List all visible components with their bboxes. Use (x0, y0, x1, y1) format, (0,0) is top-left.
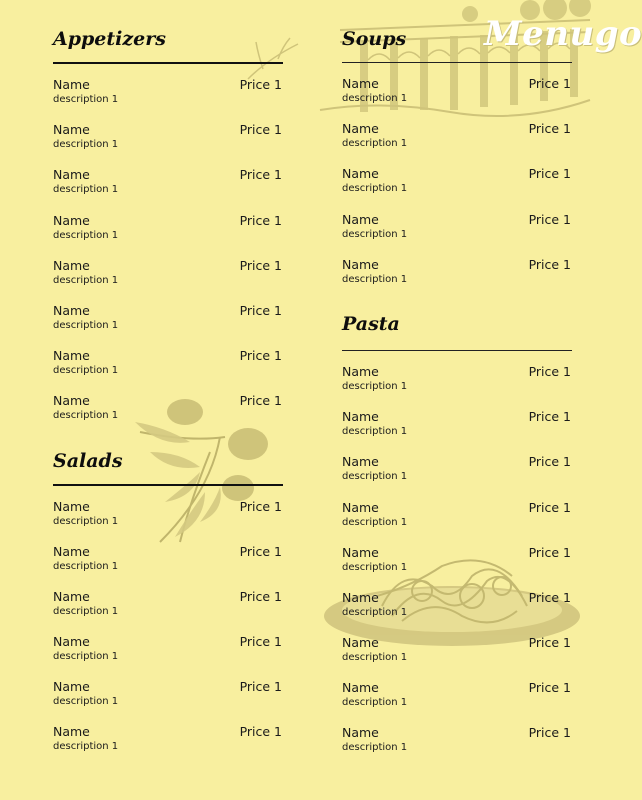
menu-item (342, 632, 572, 677)
menu-item-name: Name (53, 257, 90, 273)
pasta-list (342, 361, 572, 768)
menu-item-description: description 1 (342, 273, 408, 285)
menu-item-name: Name (53, 543, 90, 559)
appetizers-list (53, 74, 283, 436)
menu-item (53, 300, 283, 345)
menu-item-name: Name (53, 498, 90, 514)
menu-item-description: description 1 (342, 183, 408, 195)
menu-item-name: Name (53, 679, 90, 695)
menu-item-name: Name (342, 166, 379, 182)
menu-item-name: Name (53, 588, 90, 604)
menu-item (342, 587, 572, 632)
menu-item-description: description 1 (53, 410, 119, 422)
menu-item (342, 209, 572, 254)
menu-item (342, 451, 572, 496)
section-title-appetizers: Appetizers (53, 28, 166, 50)
menu-item-description: description 1 (342, 426, 408, 438)
soups-list (342, 73, 572, 299)
menu-item-description: description 1 (342, 471, 408, 483)
menu-item-price: Price 1 (528, 544, 571, 560)
menu-item-description: description 1 (53, 184, 119, 196)
menu-item-name: Name (342, 363, 379, 379)
section-title-salads: Salads (53, 449, 123, 472)
menu-item-price: Price 1 (528, 409, 571, 425)
menu-item-description: description 1 (342, 606, 408, 618)
menu-item-name: Name (53, 122, 90, 138)
menu-item-name: Name (342, 211, 379, 227)
menu-item-name: Name (53, 634, 90, 650)
menu-item-name: Name (342, 454, 379, 470)
menu-item-description: description 1 (53, 696, 119, 708)
menu-item (342, 73, 572, 118)
menu-item-name: Name (342, 680, 379, 696)
menu-item-name: Name (342, 76, 379, 91)
menu-item-description: description 1 (342, 697, 408, 709)
menu-item-name: Name (53, 212, 90, 228)
menu-item-description: description 1 (53, 94, 119, 105)
menu-item (53, 74, 283, 119)
menu-item-price: Price 1 (528, 76, 571, 91)
menu-item-price: Price 1 (239, 634, 282, 650)
menu-item-name: Name (53, 167, 90, 183)
menu-item-description: description 1 (342, 228, 408, 240)
menu-item-description: description 1 (342, 561, 408, 573)
menu-item-price: Price 1 (528, 589, 571, 605)
section-divider (53, 62, 283, 64)
section-divider (342, 62, 572, 63)
salads-list (53, 496, 283, 767)
menu-item-price: Price 1 (528, 166, 571, 182)
menu-item (53, 721, 283, 766)
menu-item (342, 722, 572, 767)
menu-item-description: description 1 (342, 380, 408, 392)
menu-item (53, 390, 283, 435)
menu-item-price: Price 1 (239, 212, 282, 228)
menu-item-name: Name (53, 724, 90, 740)
section-title-soups: Soups (342, 28, 407, 50)
menu-item (342, 254, 572, 299)
menu-item-name: Name (53, 348, 90, 364)
menu-item-price: Price 1 (528, 121, 571, 137)
menu-item (53, 631, 283, 676)
menu-item-description: description 1 (53, 139, 119, 151)
menu-item-price: Price 1 (528, 635, 571, 651)
menu-item-description: description 1 (53, 741, 119, 753)
menu-item-price: Price 1 (239, 167, 282, 183)
menu-item (53, 164, 283, 209)
menu-item-price: Price 1 (239, 498, 282, 514)
section-title-pasta: Pasta (342, 312, 400, 335)
menu-item-price: Price 1 (528, 363, 571, 379)
menu-item-description: description 1 (53, 229, 119, 241)
menu-item (342, 361, 572, 406)
menu-item-price: Price 1 (528, 499, 571, 515)
menu-item-description: description 1 (53, 515, 119, 527)
menu-item (53, 586, 283, 631)
menu-item (53, 210, 283, 255)
menu-item (53, 119, 283, 164)
menu-item (342, 163, 572, 208)
menu-item-description: description 1 (53, 319, 119, 331)
menu-item-name: Name (53, 393, 90, 409)
section-divider (53, 484, 283, 486)
menu-item-price: Price 1 (239, 679, 282, 695)
menu-item-name: Name (342, 544, 379, 560)
menu-item-description: description 1 (342, 138, 408, 150)
menu-item-price: Price 1 (528, 211, 571, 227)
menu-item (342, 497, 572, 542)
menu-item-price: Price 1 (239, 348, 282, 364)
menu-item (53, 541, 283, 586)
left-column (53, 26, 283, 767)
menu-item (53, 676, 283, 721)
menu-item-price: Price 1 (239, 543, 282, 559)
menu-item-price: Price 1 (528, 680, 571, 696)
menu-item-name: Name (342, 256, 379, 272)
right-column (342, 26, 572, 768)
menu-item-name: Name (342, 121, 379, 137)
menu-item (342, 677, 572, 722)
menu-item-name: Name (342, 499, 379, 515)
menu-item-description: description 1 (342, 652, 408, 664)
menu-item (53, 496, 283, 541)
menu-item-price: Price 1 (239, 724, 282, 740)
menu-item (342, 542, 572, 587)
menu-item (342, 118, 572, 163)
menu-item-name: Name (342, 409, 379, 425)
menu-item-description: description 1 (53, 365, 119, 377)
menu-item-description: description 1 (342, 93, 408, 104)
brand-logo: Menugo (484, 14, 642, 54)
menu-item-description: description 1 (53, 560, 119, 572)
menu-item-price: Price 1 (239, 393, 282, 409)
menu-item-name: Name (342, 589, 379, 605)
menu-item-price: Price 1 (239, 77, 282, 92)
menu-item (342, 406, 572, 451)
menu-item-price: Price 1 (528, 725, 571, 741)
menu-item-description: description 1 (53, 274, 119, 286)
menu-item-description: description 1 (342, 742, 408, 754)
menu-item-price: Price 1 (239, 257, 282, 273)
menu-item (53, 345, 283, 390)
menu-item-price: Price 1 (528, 256, 571, 272)
menu-item-price: Price 1 (239, 302, 282, 318)
menu-item-name: Name (53, 77, 90, 92)
menu-item-name: Name (342, 725, 379, 741)
menu-item-name: Name (342, 635, 379, 651)
section-divider (342, 350, 572, 351)
menu-item-price: Price 1 (528, 454, 571, 470)
menu-item-description: description 1 (53, 605, 119, 617)
menu-item (53, 255, 283, 300)
menu-item-description: description 1 (53, 651, 119, 663)
menu-item-description: description 1 (342, 516, 408, 528)
menu-item-price: Price 1 (239, 588, 282, 604)
menu-item-price: Price 1 (239, 122, 282, 138)
menu-item-name: Name (53, 302, 90, 318)
